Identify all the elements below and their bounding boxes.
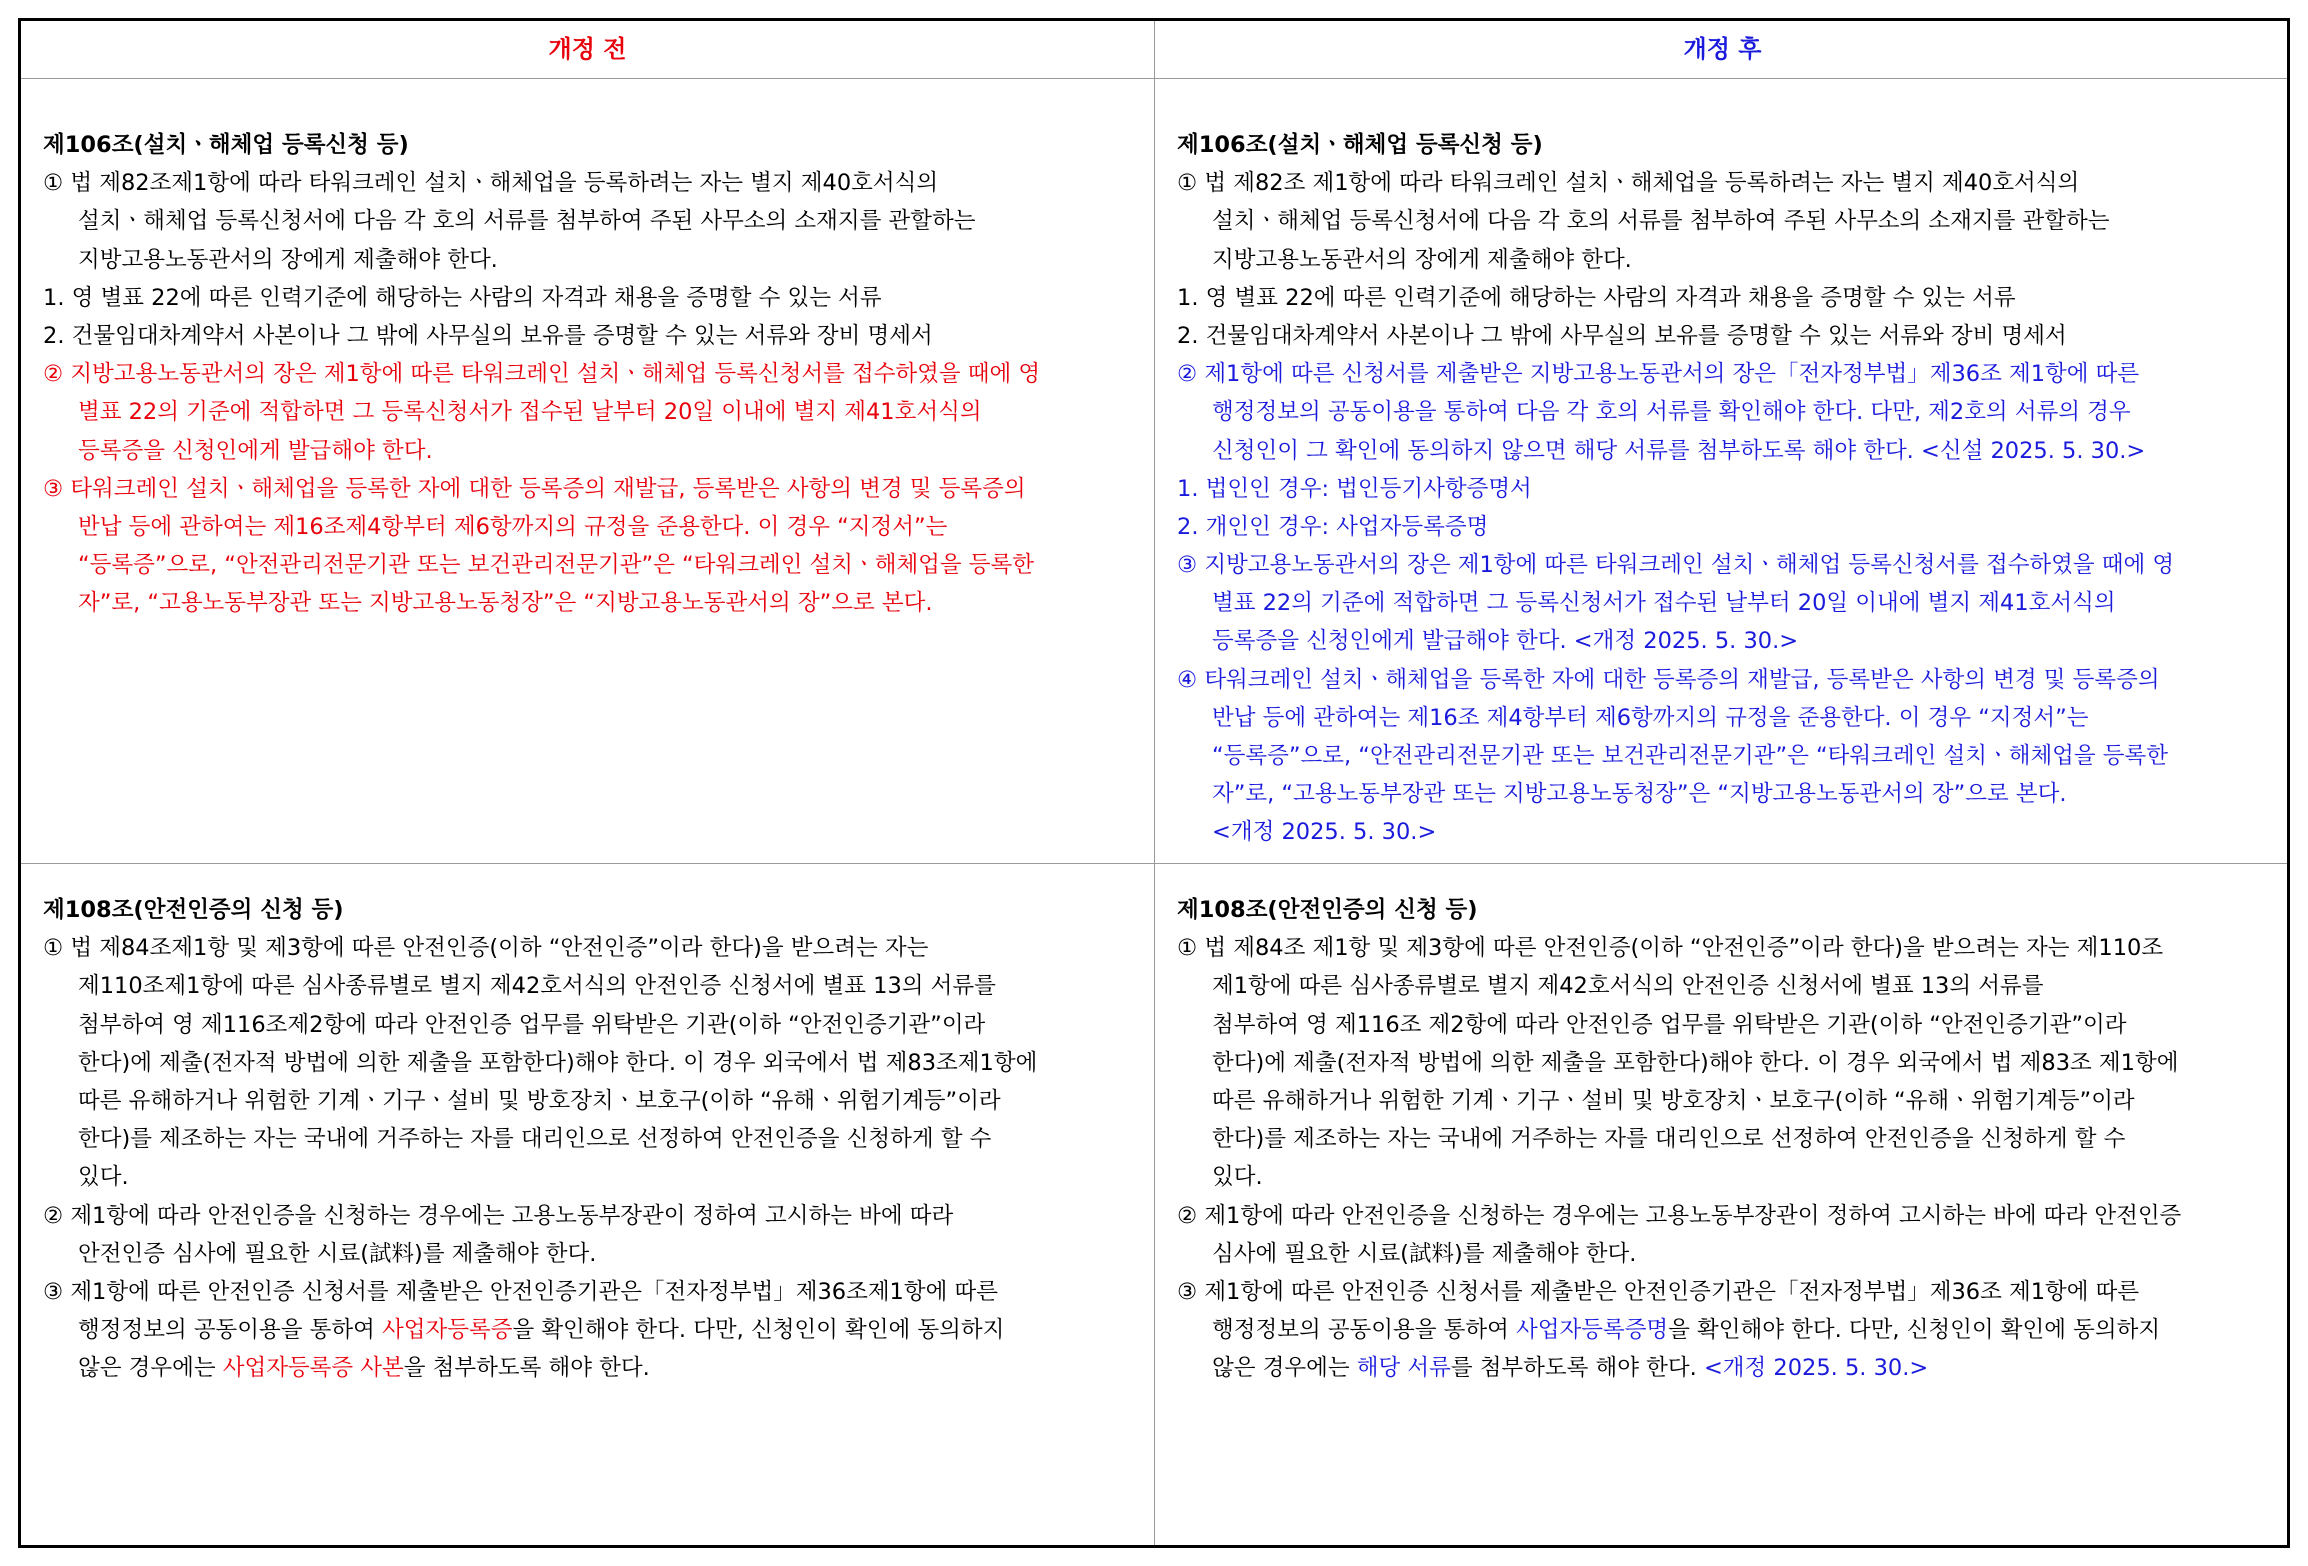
- paragraph-2-line: ② 제1항에 따라 안전인증을 신청하는 경우에는 고용노동부장관이 정하여 고시하는 바에 따라 안전인증: [1177, 1202, 2182, 1229]
- paragraph-1-line: ① 법 제84조 제1항 및 제3항에 따른 안전인증(이하 “안전인증”이라 한다)을 받으려는 자는 제110조: [1177, 935, 2164, 962]
- paragraph-3-line: 자”로, “고용노동부장관 또는 지방고용노동청장”은 “지방고용노동관서의 장”으로 본다.: [78, 590, 933, 617]
- paragraph-2-line: ② 제1항에 따른 신청서를 제출받은 지방고용노동관서의 장은「전자정부법」제36조 제1항에 따른: [1177, 361, 2140, 388]
- paragraph-4-line: “등록증”으로, “안전관리전문기관 또는 보건관리전문기관”은 “타워크레인 설치ㆍ해체업을 등록한: [1212, 743, 2169, 769]
- paragraph-1-line: 지방고용노동관서의 장에게 제출해야 한다.: [78, 246, 498, 273]
- art106-before-cell: [43, 126, 1040, 622]
- art106-after-cell: [1177, 126, 2174, 852]
- paragraph-3-line: ③ 제1항에 따른 안전인증 신청서를 제출받은 안전인증기관은「전자정부법」제36조 제1항에 따른: [1177, 1278, 2140, 1305]
- row-divider: [21, 863, 2287, 864]
- paragraph-2-line: 심사에 필요한 시료(試料)를 제출해야 한다.: [1212, 1240, 1637, 1267]
- text-segment: 행정정보의 공동이용을 통하여: [78, 1317, 383, 1344]
- deleted-text: 사업자등록증: [382, 1317, 513, 1344]
- paragraph-1-line: 한다)를 제조하는 자는 국내에 거주하는 자를 대리인으로 선정하여 안전인증을 신청하게 할 수: [78, 1126, 992, 1153]
- added-text: 사업자등록증명: [1516, 1317, 1669, 1344]
- paragraph-3-line: [1177, 1311, 2181, 1349]
- paragraph-1-line: 설치ㆍ해체업 등록신청서에 다음 각 호의 서류를 첨부하여 주된 사무소의 소재지를 관할하는: [78, 208, 976, 235]
- item-1: 1. 영 별표 22에 따른 인력기준에 해당하는 사람의 자격과 채용을 증명할 수 있는 서류: [1177, 284, 2016, 311]
- paragraph-1-line: 있다.: [78, 1164, 129, 1191]
- paragraph-1-line: 제110조제1항에 따른 심사종류별로 별지 제42호서식의 안전인증 신청서에 별표 13의 서류를: [78, 973, 996, 1000]
- text-segment: 않은 경우에는: [1212, 1355, 1357, 1382]
- paragraph-3-line: [1177, 1349, 2181, 1387]
- article-title: 제108조(안전인증의 신청 등): [43, 897, 344, 923]
- item-1: 1. 영 별표 22에 따른 인력기준에 해당하는 사람의 자격과 채용을 증명할 수 있는 서류: [43, 284, 882, 311]
- text-segment: 을 확인해야 한다. 다만, 신청인이 확인에 동의하지: [1668, 1317, 2161, 1344]
- paragraph-3-line: 반납 등에 관하여는 제16조제4항부터 제6항까지의 규정을 준용한다. 이 경우 “지정서”는: [78, 513, 948, 540]
- paragraph-3-line: [43, 1311, 1037, 1349]
- paragraph-1-line: ① 법 제82조 제1항에 따라 타워크레인 설치ㆍ해체업을 등록하려는 자는 별지 제40호서식의: [1177, 170, 2080, 197]
- paragraph-1-line: 따른 유해하거나 위험한 기계ㆍ기구ㆍ설비 및 방호장치ㆍ보호구(이하 “유해ㆍ위험기계등”이라: [78, 1087, 1001, 1114]
- text-segment: 행정정보의 공동이용을 통하여: [1212, 1317, 1517, 1344]
- art108-after-cell: [1177, 891, 2181, 1387]
- comparison-table: [18, 18, 2290, 1548]
- added-text: 해당 서류: [1356, 1355, 1451, 1382]
- text-segment: 않은 경우에는: [78, 1355, 223, 1382]
- paragraph-4-line: 자”로, “고용노동부장관 또는 지방고용노동청장”은 “지방고용노동관서의 장”으로 본다.: [1212, 781, 2067, 808]
- paragraph-4-line: <개정 2025. 5. 30.>: [1212, 819, 1437, 846]
- paragraph-2-line: 신청인이 그 확인에 동의하지 않으면 해당 서류를 첨부하도록 해야 한다. <신설 2025. 5. 30.>: [1212, 437, 2146, 464]
- paragraph-1-line: 한다)에 제출(전자적 방법에 의한 제출을 포함한다)해야 한다. 이 경우 외국에서 법 제83조 제1항에: [1212, 1049, 2179, 1076]
- paragraph-3-line: [43, 1349, 1037, 1387]
- paragraph-3-line: 등록증을 신청인에게 발급해야 한다. <개정 2025. 5. 30.>: [1212, 628, 1799, 655]
- text-segment: 을 확인해야 한다. 다만, 신청인이 확인에 동의하지: [512, 1317, 1005, 1344]
- column-divider: [1154, 21, 1155, 1545]
- text-segment: 을 첨부하도록 해야 한다.: [403, 1355, 650, 1382]
- paragraph-1-line: 첨부하여 영 제116조제2항에 따라 안전인증 업무를 위탁받은 기관(이하 “안전인증기관”이라: [78, 1011, 986, 1038]
- item-2: 2. 건물임대차계약서 사본이나 그 밖에 사무실의 보유를 증명할 수 있는 서류와 장비 명세서: [1177, 322, 2067, 349]
- item-2: 2. 건물임대차계약서 사본이나 그 밖에 사무실의 보유를 증명할 수 있는 서류와 장비 명세서: [43, 322, 933, 349]
- article-title: 제108조(안전인증의 신청 등): [1177, 897, 1478, 923]
- article-title: 제106조(설치ㆍ해체업 등록신청 등): [1177, 132, 1543, 158]
- paragraph-4-line: 반납 등에 관하여는 제16조 제4항부터 제6항까지의 규정을 준용한다. 이 경우 “지정서”는: [1212, 704, 2089, 731]
- header-after: 개정 후: [1683, 35, 1762, 63]
- paragraph-2-line: 안전인증 심사에 필요한 시료(試料)를 제출해야 한다.: [78, 1240, 597, 1267]
- paragraph-1-line: 있다.: [1212, 1164, 1263, 1191]
- paragraph-3-line: ③ 지방고용노동관서의 장은 제1항에 따른 타워크레인 설치ㆍ해체업 등록신청서를 접수하였을 때에 영: [1177, 552, 2175, 579]
- sub-item-2: 2. 개인인 경우: 사업자등록증명: [1177, 513, 1489, 540]
- art108-before-cell: [43, 891, 1037, 1387]
- paragraph-2-line: 별표 22의 기준에 적합하면 그 등록신청서가 접수된 날부터 20일 이내에 별지 제41호서식의: [78, 399, 982, 426]
- paragraph-1-line: 제1항에 따른 심사종류별로 별지 제42호서식의 안전인증 신청서에 별표 13의 서류를: [1212, 973, 2044, 1000]
- paragraph-2-line: 행정정보의 공동이용을 통하여 다음 각 호의 서류를 확인해야 한다. 다만, 제2호의 서류의 경우: [1212, 399, 2131, 426]
- paragraph-1-line: 첨부하여 영 제116조 제2항에 따라 안전인증 업무를 위탁받은 기관(이하 “안전인증기관”이라: [1212, 1011, 2127, 1038]
- paragraph-3-line: 별표 22의 기준에 적합하면 그 등록신청서가 접수된 날부터 20일 이내에 별지 제41호서식의: [1212, 590, 2116, 617]
- paragraph-1-line: 지방고용노동관서의 장에게 제출해야 한다.: [1212, 246, 1632, 273]
- paragraph-3-line: ③ 제1항에 따른 안전인증 신청서를 제출받은 안전인증기관은「전자정부법」제36조제1항에 따른: [43, 1278, 998, 1305]
- amendment-note: <개정 2025. 5. 30.>: [1703, 1355, 1929, 1382]
- paragraph-1-line: 따른 유해하거나 위험한 기계ㆍ기구ㆍ설비 및 방호장치ㆍ보호구(이하 “유해ㆍ위험기계등”이라: [1212, 1087, 2135, 1114]
- paragraph-1-line: 한다)를 제조하는 자는 국내에 거주하는 자를 대리인으로 선정하여 안전인증을 신청하게 할 수: [1212, 1126, 2126, 1153]
- paragraph-2-line: 등록증을 신청인에게 발급해야 한다.: [78, 437, 433, 464]
- paragraph-4-line: ④ 타워크레인 설치ㆍ해체업을 등록한 자에 대한 등록증의 재발급, 등록받은 사항의 변경 및 등록증의: [1177, 666, 2160, 693]
- paragraph-1-line: 한다)에 제출(전자적 방법에 의한 제출을 포함한다)해야 한다. 이 경우 외국에서 법 제83조제1항에: [78, 1049, 1038, 1076]
- sub-item-1: 1. 법인인 경우: 법인등기사항증명서: [1177, 475, 1532, 502]
- paragraph-1-line: ① 법 제82조제1항에 따라 타워크레인 설치ㆍ해체업을 등록하려는 자는 별지 제40호서식의: [43, 170, 939, 197]
- deleted-text: 사업자등록증 사본: [222, 1355, 404, 1382]
- paragraph-2-line: ② 제1항에 따라 안전인증을 신청하는 경우에는 고용노동부장관이 정하여 고시하는 바에 따라: [43, 1202, 954, 1229]
- paragraph-3-line: “등록증”으로, “안전관리전문기관 또는 보건관리전문기관”은 “타워크레인 설치ㆍ해체업을 등록한: [78, 552, 1035, 579]
- header-before: 개정 전: [548, 35, 627, 63]
- paragraph-2-line: ② 지방고용노동관서의 장은 제1항에 따른 타워크레인 설치ㆍ해체업 등록신청서를 접수하였을 때에 영: [43, 361, 1041, 388]
- paragraph-3-line: ③ 타워크레인 설치ㆍ해체업을 등록한 자에 대한 등록증의 재발급, 등록받은 사항의 변경 및 등록증의: [43, 475, 1026, 502]
- header-divider: [21, 78, 2287, 79]
- article-title: 제106조(설치ㆍ해체업 등록신청 등): [43, 132, 409, 158]
- paragraph-1-line: ① 법 제84조제1항 및 제3항에 따른 안전인증(이하 “안전인증”이라 한다)을 받으려는 자는: [43, 935, 929, 962]
- text-segment: 를 첨부하도록 해야 한다.: [1450, 1355, 1704, 1382]
- paragraph-1-line: 설치ㆍ해체업 등록신청서에 다음 각 호의 서류를 첨부하여 주된 사무소의 소재지를 관할하는: [1212, 208, 2110, 235]
